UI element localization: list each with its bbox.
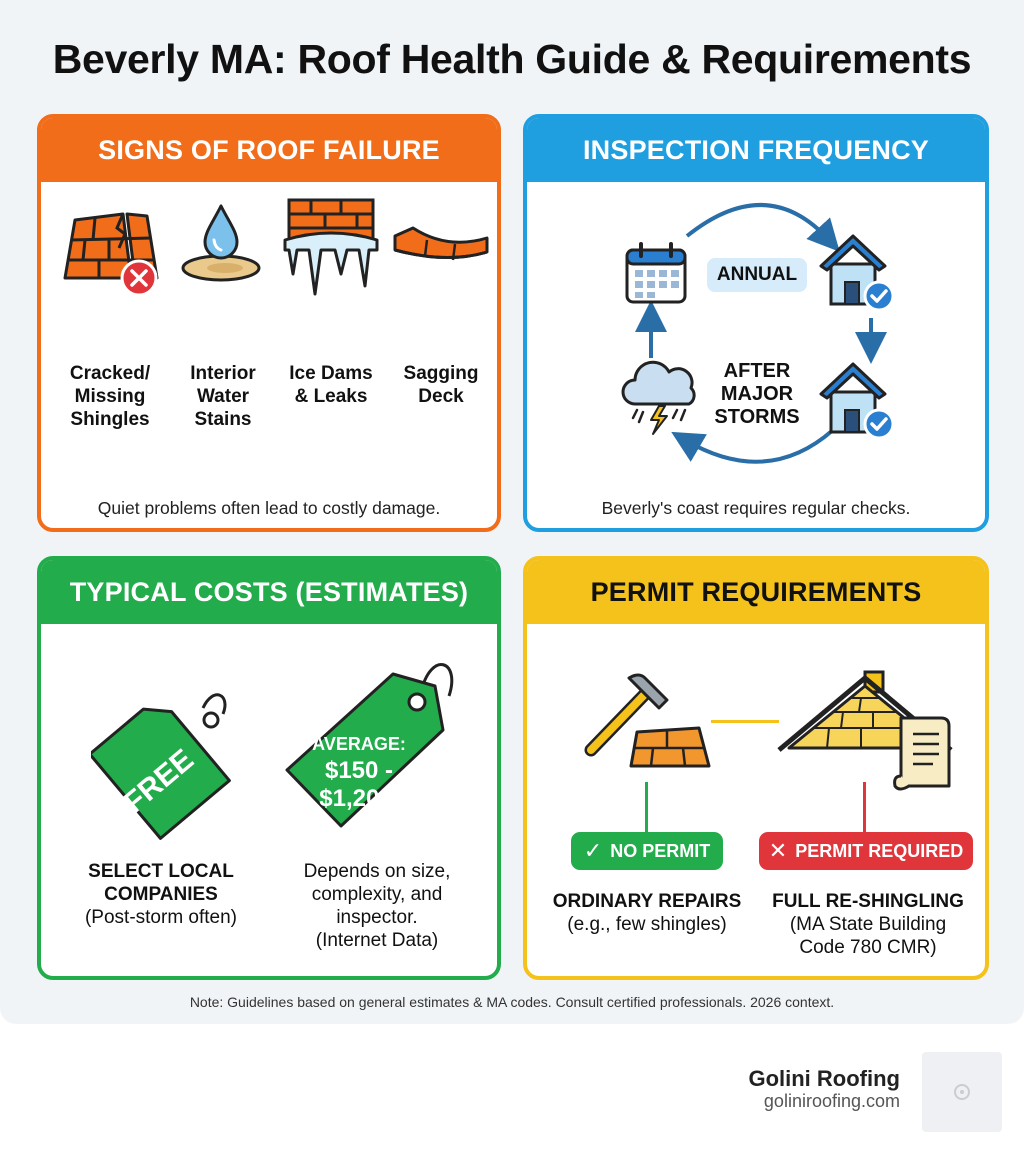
roof-permit-document-icon [773, 668, 963, 798]
average-tag-line-3: $1,200+ [319, 785, 407, 812]
signs-footer: Quiet problems often lead to costly damage. [97, 498, 441, 518]
inspection-footer: Beverly's coast requires regular checks. [601, 498, 911, 518]
sign-label-sagging: Sagging Deck [403, 363, 479, 407]
signs-panel [37, 114, 501, 532]
sign-label-water: Interior Water Stains [190, 363, 256, 430]
house-check-icon-storm [817, 356, 895, 442]
check-icon: ✓ [583, 838, 603, 863]
cracked-shingles-icon [61, 192, 171, 302]
x-icon: ✕ [768, 838, 788, 863]
page-title: Beverly MA: Roof Health Guide & Requirements [52, 36, 972, 82]
costs-header: TYPICAL COSTS (ESTIMATES) [41, 560, 497, 624]
average-caption: Depends on size, complexity, and inspector. (Internet Data) [303, 861, 451, 951]
no-permit-badge: ✓ NO PERMIT [571, 832, 723, 870]
permit-required-badge: ✕ PERMIT REQUIRED [759, 832, 973, 870]
disclaimer-note: Note: Guidelines based on general estimates & MA codes. Consult certified professionals. 2026 context. [189, 994, 835, 1010]
logo-icon [949, 1079, 975, 1105]
storm-cloud-icon [619, 354, 703, 438]
ice-dam-icon [281, 190, 381, 310]
calendar-icon [623, 240, 689, 306]
brand-logo [922, 1052, 1002, 1132]
water-drop-icon [177, 198, 265, 298]
brand-name: Golini Roofing [748, 1066, 900, 1091]
costs-panel [37, 556, 501, 980]
inspection-header: INSPECTION FREQUENCY [527, 118, 985, 182]
sign-label-cracked: Cracked/ Missing Shingles [69, 363, 151, 430]
annual-label: ANNUAL [707, 258, 807, 292]
free-caption: SELECT LOCAL COMPANIES (Post-storm often) [84, 861, 238, 928]
hammer-repair-icon [577, 670, 727, 780]
no-permit-connector [645, 782, 648, 832]
sign-label-ice: Ice Dams & Leaks [289, 363, 373, 407]
free-price-tag-icon [91, 680, 241, 850]
average-tag-line-1: AVERAGE: [312, 734, 406, 754]
repair-connector-line [711, 720, 779, 723]
average-price-tag-icon [281, 650, 481, 850]
storm-label: AFTER MAJOR STORMS [714, 360, 800, 428]
house-check-icon [817, 228, 895, 314]
free-tag-text: FREE [117, 742, 201, 820]
permits-panel [523, 556, 989, 980]
average-tag-line-2: $150 - [324, 757, 394, 784]
signs-header: SIGNS OF ROOF FAILURE [41, 118, 497, 182]
permits-header: PERMIT REQUIREMENTS [527, 560, 985, 624]
brand-url[interactable]: goliniroofing.com [763, 1091, 900, 1111]
inspection-cycle-arrows [527, 182, 985, 482]
ordinary-repairs-caption: ORDINARY REPAIRS (e.g., few shingles) [552, 891, 742, 935]
permit-connector [863, 782, 866, 832]
sagging-deck-icon [391, 214, 491, 284]
full-reshingling-caption: FULL RE-SHINGLING (MA State Building Code 780 CMR) [772, 891, 964, 958]
inspection-panel [523, 114, 989, 532]
